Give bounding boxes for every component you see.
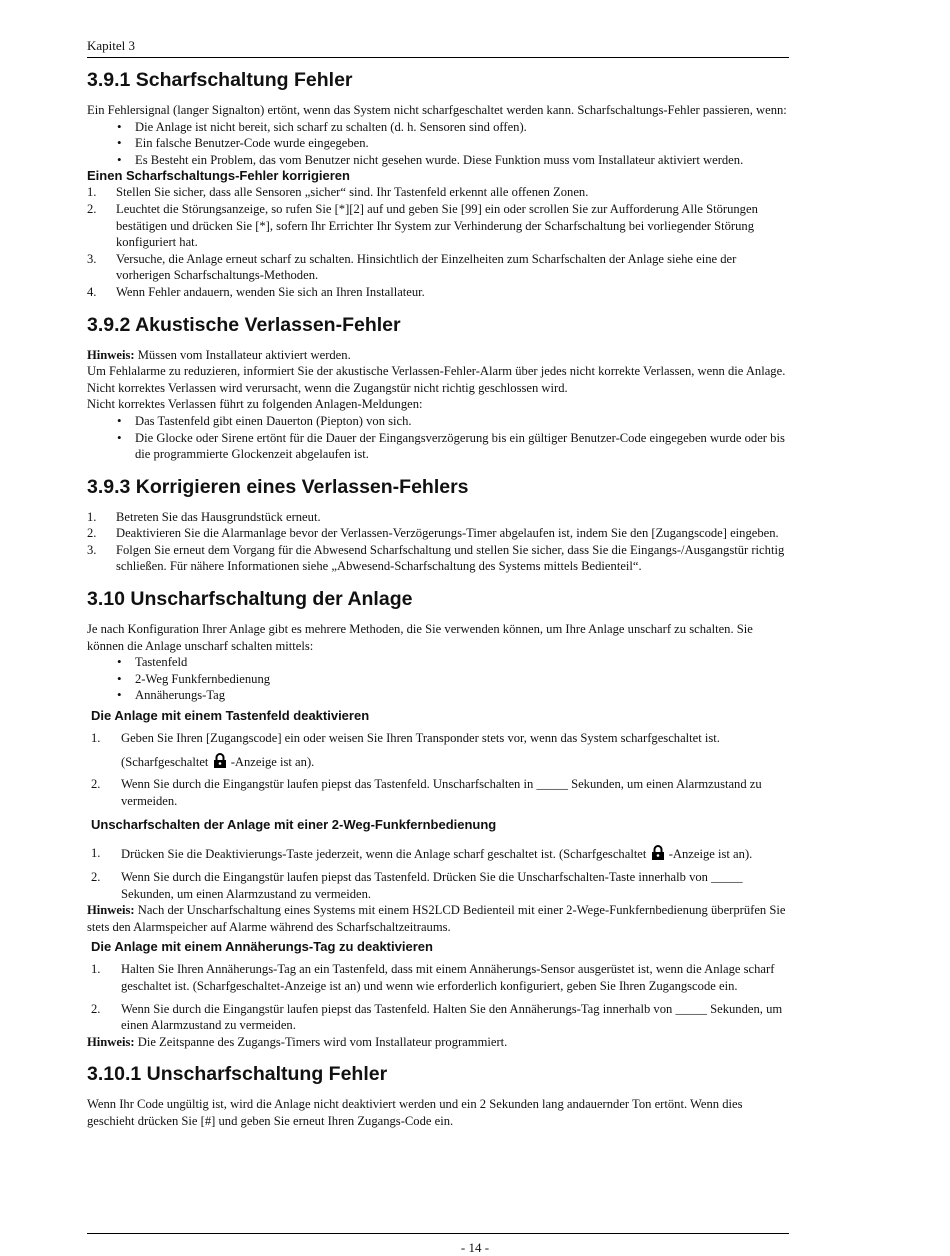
- note: [87, 1034, 789, 1051]
- section-title-392: 3.9.2 Akustische Verlassen-Fehler: [87, 313, 401, 336]
- list-item: [87, 869, 789, 902]
- item-number: 1.: [87, 509, 97, 524]
- list-item: [87, 525, 789, 542]
- note: [87, 347, 789, 364]
- list-item: [87, 251, 789, 284]
- item-text: Wenn Sie durch die Eingangstür laufen piepst das Tastenfeld. Halten Sie den Annäherungs-Tag innerhalb von _____ Sekunden, um einen Alarmzustand zu vermeiden.: [121, 1001, 783, 1033]
- item-text: Wenn Fehler andauern, wenden Sie sich an Ihren Installateur.: [116, 284, 425, 299]
- list-item: [87, 1001, 789, 1034]
- numbered-list-tag: [87, 961, 789, 1033]
- note-label: Hinweis:: [87, 903, 135, 918]
- paragraph: Nicht korrektes Verlassen führt zu folgenden Anlagen-Meldungen:: [87, 397, 423, 412]
- item-text: Betreten Sie das Hausgrundstück erneut.: [116, 509, 321, 524]
- document-page: [87, 38, 789, 1130]
- list-item: • Die Glocke oder Sirene ertönt für die Dauer der Eingangsverzögerung bis ein gültiger Benutzer-Code eingegeben wurde oder bis die programmierte Glockenzeit abgelaufen ist.: [117, 430, 789, 463]
- item-number: 1.: [91, 731, 101, 746]
- item-number: 1.: [91, 962, 101, 977]
- item-text: Folgen Sie erneut dem Vorgang für die Abwesend Scharfschaltung und stellen Sie sicher, dass Sie die Eingangs-/Ausgangstür richtig schließen. Für nähere Informationen siehe „Abwesend-Scharfschaltung des Systems mittels Bedienteil“.: [116, 542, 785, 574]
- item-text: Deaktivieren Sie die Alarmanlage bevor der Verlassen-Verzögerungs-Timer abgelaufen ist, indem Sie den [Zugangscode] eingeben.: [116, 526, 779, 541]
- numbered-list-393: [87, 509, 789, 575]
- note-text: Nach der Unscharfschaltung eines Systems mit einem HS2LCD Bedienteil mit einer 2-Wege-Funkfernbedienung überprüfen Sie stets den Alarmspeicher auf Alarme während des Scharfschaltzeitraums.: [87, 903, 786, 934]
- item-number: 1.: [87, 185, 97, 200]
- list-item: • Tastenfeld: [117, 654, 789, 671]
- subheading: Unscharfschalten der Anlage mit einer 2-Weg-Funkfernbedienung: [91, 817, 497, 833]
- list-item: • Die Anlage ist nicht bereit, sich scharf zu schalten (d. h. Sensoren sind offen).: [117, 119, 789, 136]
- item-text: -Anzeige ist an).: [227, 754, 315, 769]
- list-item: [87, 184, 789, 201]
- numbered-list-keypad: [87, 730, 789, 809]
- note-label: Hinweis:: [87, 1034, 135, 1049]
- item-text: Halten Sie Ihren Annäherungs-Tag an ein Tastenfeld, dass mit einem Annäherungs-Sensor ausgerüstet ist, wenn die Anlage scharf geschaltet ist. (Scharfgeschaltet-Anzeige ist an) und wenn wie erforderlich konfiguriert, geben Sie Ihren Zugangscode ein.: [121, 962, 775, 993]
- list-item: • Das Tastenfeld gibt einen Dauerton (Piepton) von sich.: [117, 413, 789, 430]
- item-text: -Anzeige ist an).: [665, 847, 753, 862]
- item-number: 2.: [87, 526, 97, 541]
- list-item: [87, 509, 789, 526]
- footer-rule: [87, 1233, 789, 1234]
- item-text: Wenn Sie durch die Eingangstür laufen piepst das Tastenfeld. Unscharfschalten in _____ Sekunden, um einen Alarmzustand zu vermeiden.: [121, 777, 762, 808]
- lock-icon: [651, 845, 665, 860]
- item-number: 3.: [87, 251, 97, 266]
- list-item: [87, 201, 789, 251]
- section-title-310: 3.10 Unscharfschaltung der Anlage: [87, 588, 413, 611]
- page-number: - 14 -: [460, 1240, 490, 1255]
- list-item: • 2-Weg Funkfernbedienung: [117, 671, 789, 688]
- item-number: 2.: [91, 1001, 101, 1016]
- numbered-list-remote: [87, 845, 789, 902]
- lock-icon: [213, 753, 227, 768]
- list-item: • Annäherungs-Tag: [117, 687, 789, 704]
- list-item: [87, 542, 789, 575]
- item-text: Versuche, die Anlage erneut scharf zu schalten. Hinsichtlich der Einzelheiten zum Scharfschalten der Anlage siehe eine der vorherigen Scharfschaltungs-Methoden.: [116, 251, 737, 283]
- item-text: Wenn Sie durch die Eingangstür laufen piepst das Tastenfeld. Drücken Sie die Unscharfschalten-Taste innerhalb von _____ Sekunden, um einen Alarmzustand zu vermeiden.: [121, 870, 743, 901]
- bullet-list-391: [87, 119, 789, 169]
- item-text: Geben Sie Ihren [Zugangscode] ein oder weisen Sie Ihren Transponder stets vor, wenn das System scharfgeschaltet ist.: [121, 731, 720, 746]
- item-number: 2.: [91, 777, 101, 792]
- list-item: • Es Besteht ein Problem, das vom Benutzer nicht gesehen wurde. Diese Funktion muss vom Installateur aktiviert werden.: [117, 152, 789, 169]
- header-rule: [87, 57, 789, 58]
- bullet-list-310: [87, 654, 789, 704]
- list-item: [87, 776, 789, 809]
- paragraph: Um Fehlalarme zu reduzieren, informiert Sie der akustische Verlassen-Fehler-Alarm über jedes nicht korrekte Verlassen, wenn die Anlage. Nicht korrektes Verlassen wird verursacht, wenn die Zugangstür nicht richtig geschlossen wird.: [87, 364, 786, 395]
- note-text: Müssen vom Installateur aktiviert werden.: [134, 347, 351, 362]
- running-header: Kapitel 3: [87, 38, 136, 53]
- subheading: Einen Scharfschaltungs-Fehler korrigieren: [87, 168, 350, 184]
- section-title-393: 3.9.3 Korrigieren eines Verlassen-Fehlers: [87, 475, 469, 498]
- list-item: [87, 730, 789, 770]
- list-item: [87, 845, 789, 863]
- item-number: 2.: [91, 870, 101, 884]
- item-text: (Scharfgeschaltet: [121, 754, 212, 769]
- subheading: Die Anlage mit einem Annäherungs-Tag zu deaktivieren: [91, 939, 433, 955]
- paragraph: Wenn Ihr Code ungültig ist, wird die Anlage nicht deaktiviert werden und ein 2 Sekunden lang andauernder Ton ertönt. Wenn dies geschieht drücken Sie [#] und geben Sie erneut Ihren Zugangs-Code ein.: [87, 1097, 743, 1128]
- paragraph: Ein Fehlersignal (langer Signalton) ertönt, wenn das System nicht scharfgeschaltet werden kann. Scharfschaltungs-Fehler passieren, wenn:: [87, 103, 787, 117]
- list-item: [87, 284, 789, 301]
- note-text: Die Zeitspanne des Zugangs-Timers wird vom Installateur programmiert.: [134, 1034, 508, 1049]
- item-number: 3.: [87, 542, 97, 557]
- item-text: Leuchtet die Störungsanzeige, so rufen Sie [*][2] auf und geben Sie [99] ein oder scrollen Sie zur Aufforderung Alle Störungen bestätigen und drücken Sie [*], sofern Ihr Errichter Ihr System zur Verhinderung der Scharfschaltung bei vorliegender Störung konfiguriert hat.: [116, 201, 758, 250]
- note: [87, 902, 789, 935]
- subheading: Die Anlage mit einem Tastenfeld deaktivieren: [91, 708, 370, 724]
- item-number: 1.: [91, 846, 101, 861]
- list-item: [87, 961, 789, 994]
- paragraph: Je nach Konfiguration Ihrer Anlage gibt es mehrere Methoden, die Sie verwenden können, um Ihre Anlage unscharf zu schalten. Sie können die Anlage unscharf schalten mittels:: [87, 622, 753, 653]
- item-number: 2.: [87, 201, 97, 216]
- list-item: • Ein falsche Benutzer-Code wurde eingegeben.: [117, 135, 789, 152]
- item-text: Drücken Sie die Deaktivierungs-Taste jederzeit, wenn die Anlage scharf geschaltet ist. (Scharfgeschaltet: [121, 847, 650, 862]
- item-text: Stellen Sie sicher, dass alle Sensoren „sicher“ sind. Ihr Tastenfeld erkennt alle offenen Zonen.: [116, 185, 589, 200]
- section-title-391: 3.9.1 Scharfschaltung Fehler: [87, 69, 353, 91]
- numbered-list-391: [87, 184, 789, 300]
- note-label: Hinweis:: [87, 347, 135, 362]
- bullet-list-392: [87, 413, 789, 463]
- item-number: 4.: [87, 284, 97, 299]
- section-title-3101: 3.10.1 Unscharfschaltung Fehler: [87, 1063, 388, 1086]
